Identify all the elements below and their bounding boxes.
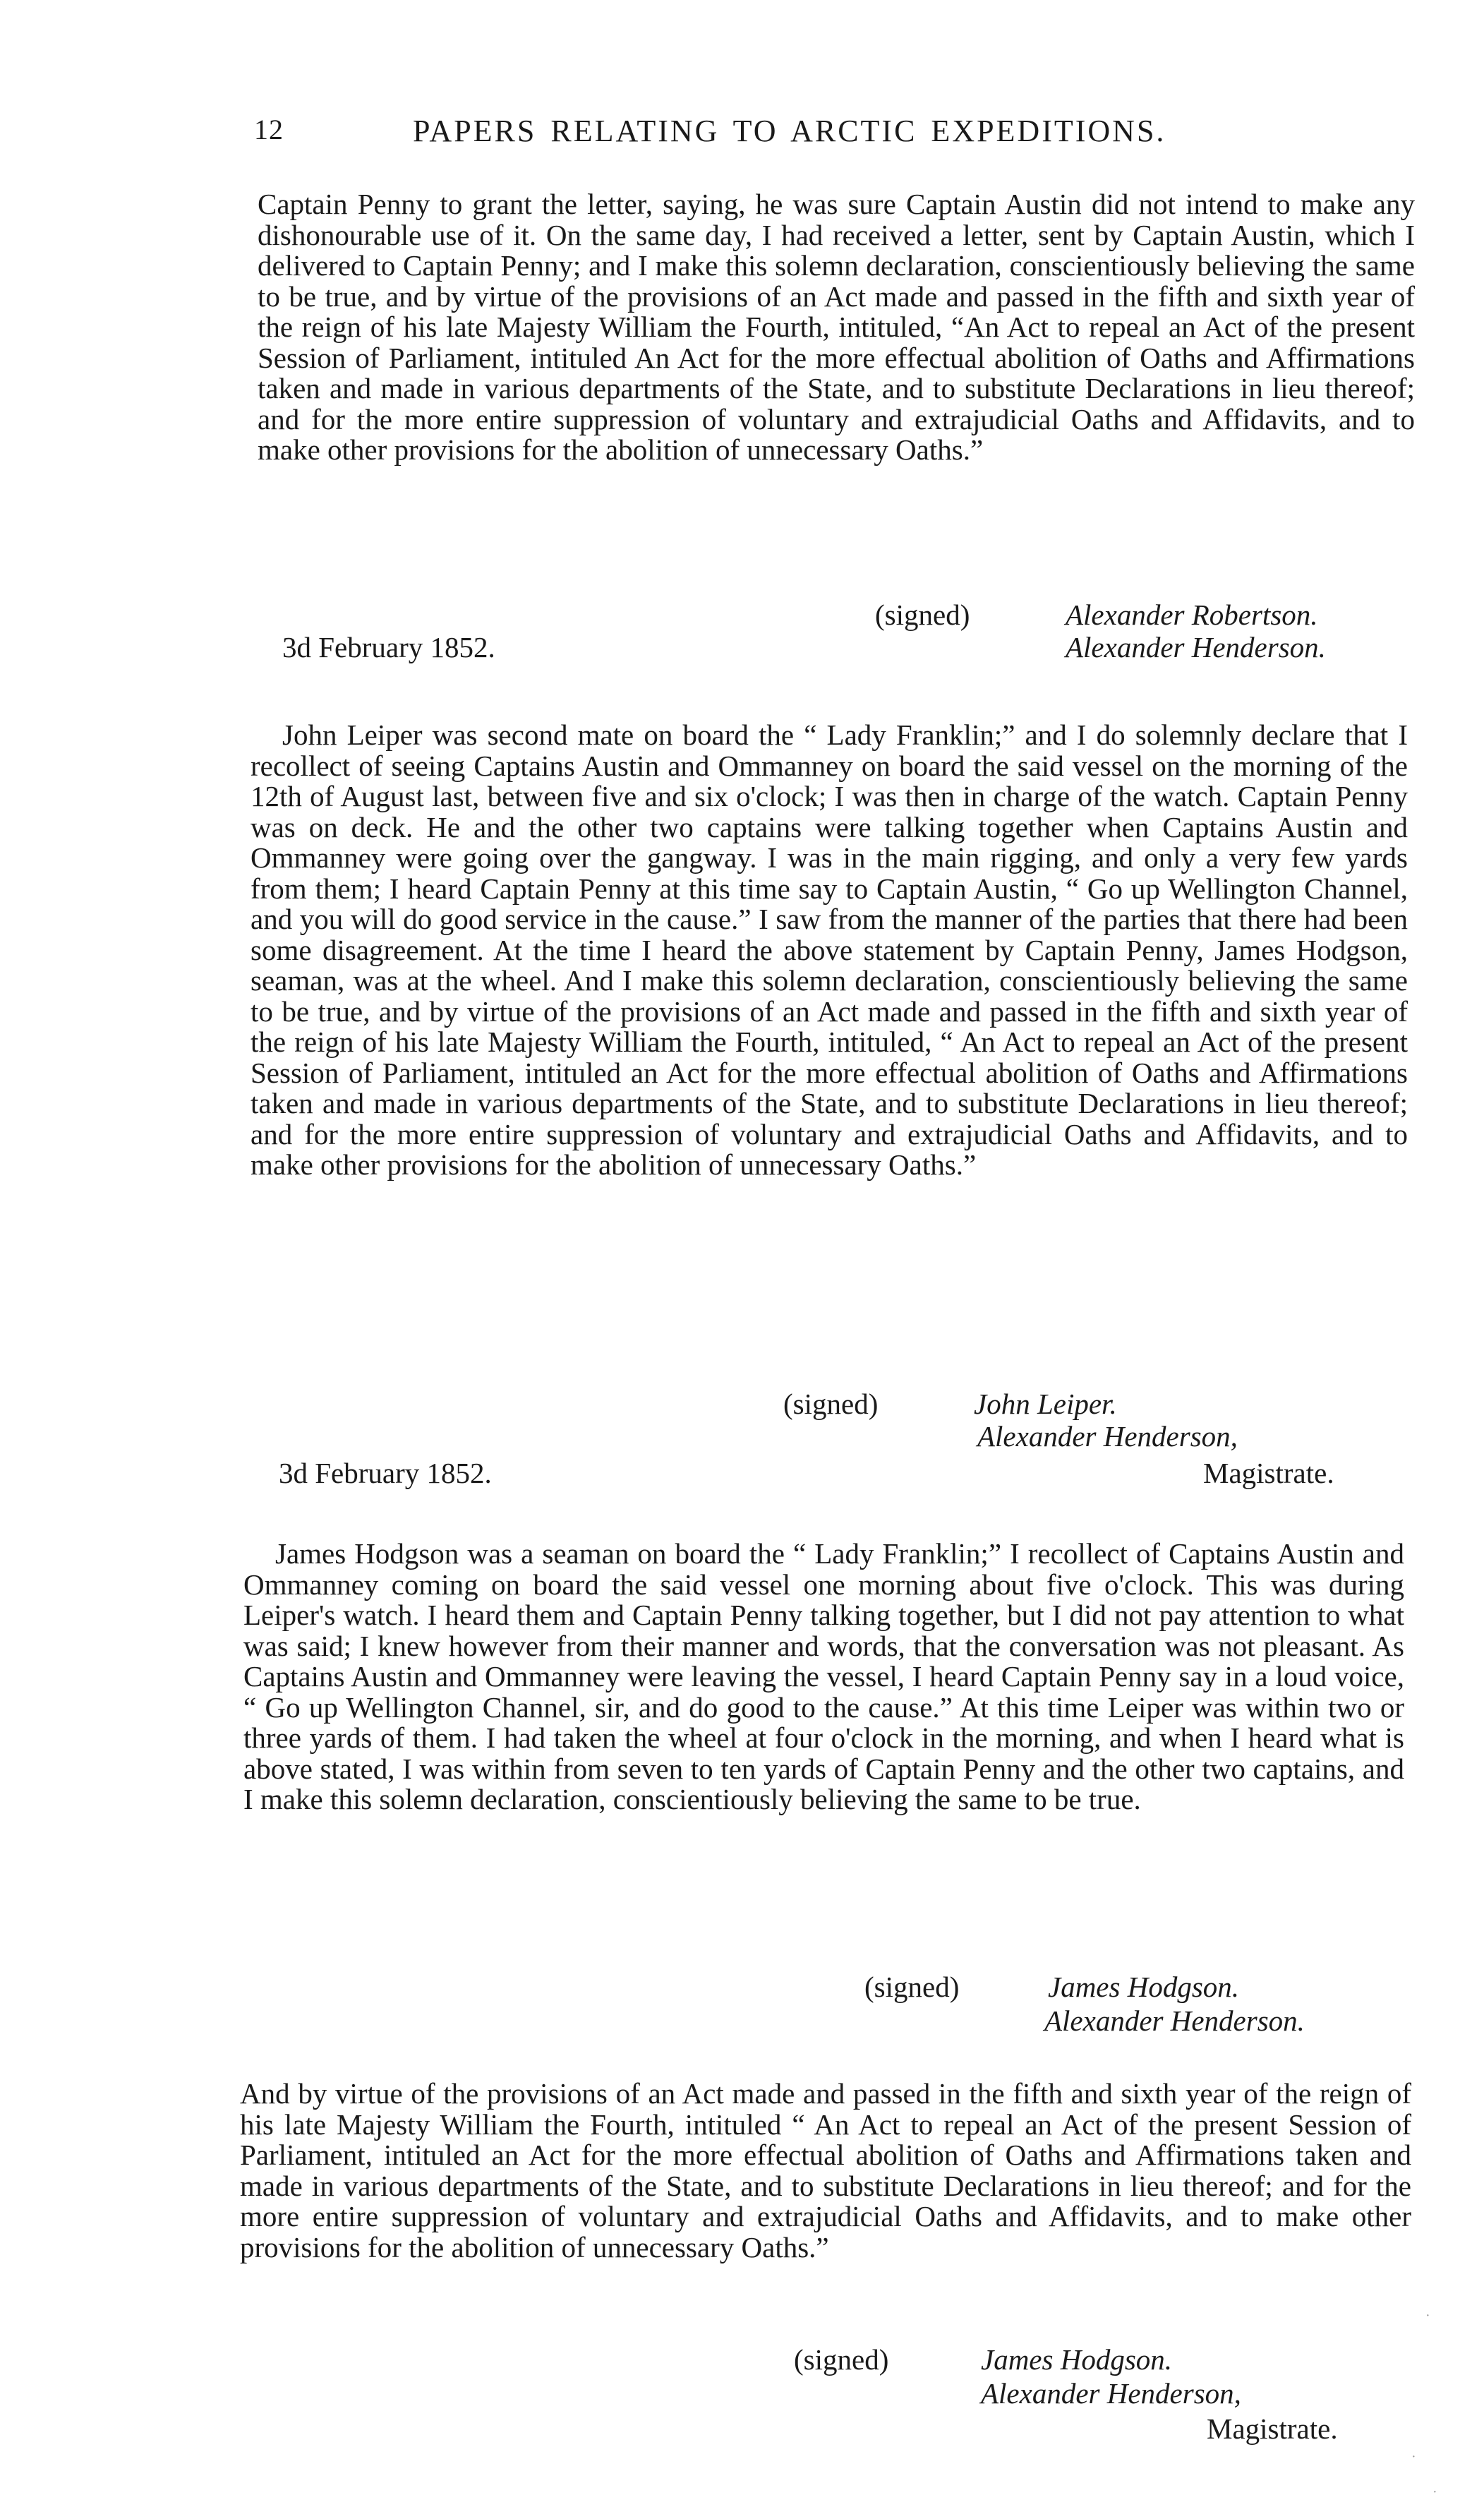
declaration-date: 3d February 1852.	[279, 1457, 492, 1489]
signatory-name: James Hodgson.	[981, 2343, 1173, 2376]
signed-label: (signed)	[864, 1971, 960, 2003]
magistrate-title: Magistrate.	[1203, 1457, 1334, 1489]
paragraph-continuation: Captain Penny to grant the letter, saying, he was sure Captain Austin did not intend to make any dishonourable use of it. On the same day, I had received a letter, sent by Captain Austin, which I delivered to Captain Penny; and I make this solemn declaration, conscientiously believing the same to be true, and by virtue of the provisions of an Act made and passed in the fifth and sixth year of the reign of his late Majesty William the Fourth, intituled, “An Act to repeal an Act of the present Session of Parliament, intituled An Act for the more effectual abolition of Oaths and Affirmations taken and made in various departments of the State, and to substitute Declarations in lieu thereof; and for the more entire suppression of voluntary and extrajudicial Oaths and Affidavits, and to make other provisions for the abolition of unnecessary Oaths.”	[258, 188, 1415, 466]
magistrate-title: Magistrate.	[1207, 2412, 1338, 2445]
signatory-name: John Leiper.	[974, 1388, 1117, 1420]
paragraph-hodgson-declaration: James Hodgson was a seaman on board the “ Lady Franklin;” I recollect of Captains Austin and Ommanney coming on board the said vessel one morning about five o'clock. This was during Leiper's watch. I heard them and Captain Penny talking together, but I did not pay attention to what was said; I knew however from their manner and words, that the conversation was not pleasant. As Captains Austin and Ommanney were leaving the vessel, I heard Captain Penny say in a loud voice, “ Go up Wellington Channel, sir, and do good to the cause.” At this time Leiper was within two or three yards of them. I had taken the wheel at four o'clock in the morning, and when I heard what is above stated, I was within from seven to ten yards of Captain Penny and the other two captains, and I make this solemn declaration, conscientiously believing the same to be true.	[243, 1537, 1404, 1815]
signatory-name: James Hodgson.	[1048, 1971, 1240, 2003]
signed-label: (signed)	[794, 2343, 889, 2376]
scan-speck: ·	[1425, 2308, 1430, 2323]
witness-name: Alexander Henderson,	[977, 1420, 1238, 1453]
witness-name: Alexander Henderson.	[1066, 631, 1326, 663]
witness-name: Alexander Henderson,	[981, 2377, 1241, 2410]
signed-label: (signed)	[875, 599, 970, 631]
page-number: 12	[254, 114, 284, 145]
paragraph-leiper-declaration: John Leiper was second mate on board the “ Lady Franklin;” and I do solemnly declare that I recollect of seeing Captains Austin and Ommanney on board the said vessel on the morning of the 12th of August last, between five and six o'clock; I was then in charge of the watch. Captain Penny was on deck. He and the other two captains were talking together when Captains Austin and Ommanney were going over the gangway. I was in the main rigging, and only a very few yards from them; I heard Captain Penny at this time say to Captain Austin, “ Go up Wellington Channel, and you will do good service in the cause.” I saw from the manner of the parties that there had been some disagreement. At the time I heard the above statement by Captain Penny, James Hodgson, seaman, was at the wheel. And I make this solemn declaration, conscientiously believing the same to be true, and by virtue of the provisions of an Act made and passed in the fifth and sixth year of the reign of his late Majesty William the Fourth, intituled, “ An Act to repeal an Act of the present Session of Parliament, intituled an Act for the more effectual abolition of Oaths and Affirmations taken and made in various departments of the State, and to substitute Declarations in lieu thereof; and for the more entire suppression of voluntary and extrajudicial Oaths and Affidavits, and to make other provisions for the abolition of unnecessary Oaths.”	[251, 719, 1408, 1181]
witness-name: Alexander Henderson.	[1044, 2004, 1305, 2037]
signatory-name: Alexander Robertson.	[1066, 599, 1318, 631]
declaration-date: 3d February 1852.	[282, 631, 495, 663]
running-head: PAPERS RELATING TO ARCTIC EXPEDITIONS.	[413, 114, 1166, 148]
scan-speck: ·	[1432, 2484, 1437, 2500]
scan-speck: ·	[1411, 2449, 1416, 2465]
page-header	[254, 113, 1425, 155]
signed-label: (signed)	[783, 1388, 879, 1420]
paragraph-statutory-clause: And by virtue of the provisions of an Act made and passed in the fifth and sixth year of the reign of his late Majesty William the Fourth, intituled “ An Act to repeal an Act of the present Session of Parliament, intituled an Act for the more effectual abolition of Oaths and Affirmations taken and made in various departments of the State, and to substitute Declarations in lieu thereof; and for the more entire suppression of voluntary and extrajudicial Oaths and Affidavits, and to make other provisions for the abolition of unnecessary Oaths.”	[240, 2077, 1411, 2264]
